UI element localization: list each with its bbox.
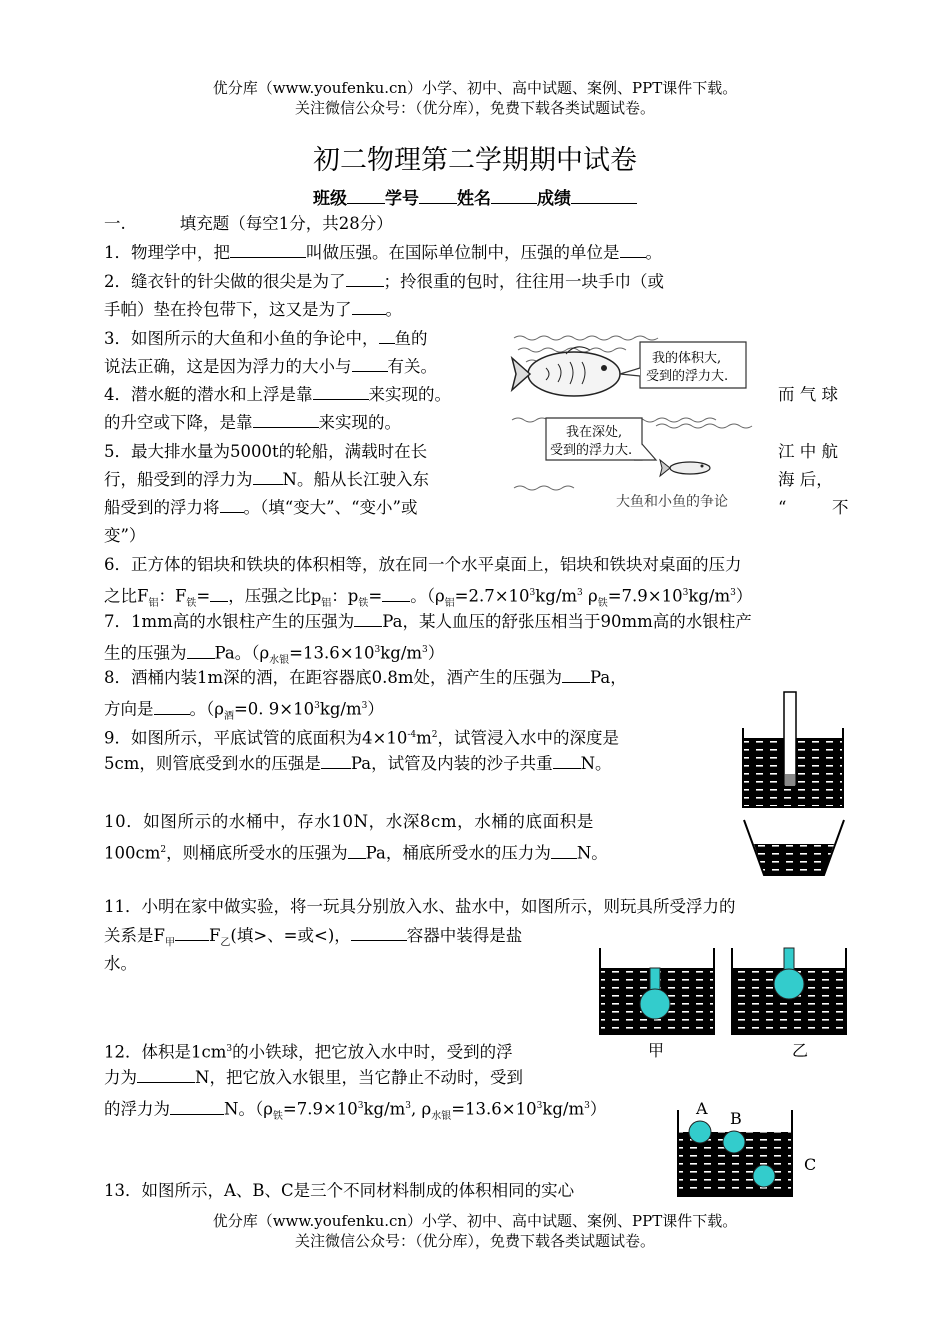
question-5-right-3a: “: [778, 498, 787, 517]
question-9-line-1: 9．如图所示，平底试管的底面积为$4\times 10^{-4}m^2$，试管浸入水中的深度是: [104, 728, 619, 748]
big-fish-speech-2: 受到的浮力大.: [646, 369, 729, 384]
label-b: B: [730, 1109, 742, 1128]
question-12-line-2: 力为 N，把它放入水银里，当它静止不动时，受到: [104, 1068, 523, 1087]
question-10-line-1: 10．如图所示的水桶中，存水10N，水深8cm，水桶的底面积是: [104, 812, 594, 831]
ball-b-icon: [723, 1131, 745, 1153]
footer-line-2: 关注微信公众号：（优分库），免费下载各类试题试卷。: [294, 1232, 655, 1250]
label-a: A: [696, 1099, 708, 1118]
fish-debate-figure: [506, 328, 770, 520]
ball-a-icon: [689, 1121, 711, 1143]
question-5-right-2: 海 后，: [778, 470, 833, 489]
bucket-water: [754, 844, 834, 874]
student-info-line: [0, 184, 950, 209]
label-jia: 甲: [648, 1041, 665, 1060]
toy-jia-icon: [640, 989, 670, 1019]
question-2-line-1: 2．缝衣针的针尖做的很尖是为了 ；拎很重的包时，往往用一块手巾（或: [104, 272, 664, 291]
question-7-line-1: 7．1mm高的水银柱产生的压强为 Pa，某人血压的舒张压相当于90mm高的水银柱产: [104, 612, 752, 631]
question-2-line-2: 手帕）垫在拎包带下，这又是为了 。: [104, 300, 402, 319]
fish-figure-caption: 大鱼和小鱼的争论: [616, 494, 728, 510]
question-5-line-2: 行，船受到的浮力为 N。船从长江驶入东: [104, 470, 429, 489]
question-7-line-2: 生的压强为 Pa。$(\rho_{水银}=13.6\times 10^3kg/m^3)$: [104, 643, 445, 666]
question-4-right: 而 气 球: [778, 385, 838, 404]
label-c: C: [804, 1155, 817, 1174]
footer-line-1: 优分库（www.youfenku.cn）小学、初中、高中试题、案例、PPT课件下载。: [212, 1212, 738, 1230]
header-line-1: 优分库（www.youfenku.cn）小学、初中、高中试题、案例、PPT课件下载。: [212, 79, 738, 97]
question-5-right-1: 江 中 航: [778, 442, 838, 461]
small-fish-speech-1: 我在深处,: [566, 425, 623, 440]
test-tube-icon: [784, 692, 796, 786]
question-3-line-1: 3．如图所示的大鱼和小鱼的争论中， 鱼的: [104, 329, 428, 348]
ball-c-icon: [753, 1165, 775, 1187]
question-1: 1．物理学中，把 叫做压强。在国际单位制中，压强的单位是 。: [104, 243, 662, 262]
question-11-line-2: 关系是$F_甲$ $F_乙$(填>、=或<)， 容器中装得是盐: [104, 926, 523, 949]
toy-yi-icon: [774, 969, 804, 999]
question-9-line-2: 5cm，则管底受到水的压强是 Pa，试管及内装的沙子共重 N。: [104, 754, 612, 773]
bucket-figure: [742, 818, 846, 878]
big-fish-speech-1: 我的体积大,: [652, 351, 722, 366]
score-label: 成绩: [537, 189, 571, 209]
big-fish-icon: [512, 347, 620, 396]
question-4-line-2: 的升空或下降，是靠 来实现的。: [104, 413, 401, 432]
question-4-line-1: 4．潜水艇的潜水和上浮是靠 来实现的。: [104, 385, 451, 404]
question-3-line-2: 说法正确，这是因为浮力的大小与 有关。: [104, 357, 437, 376]
question-8-line-2: 方向是 。（$\rho_酒=0$. $9\times 10^3kg/m^3$）: [104, 699, 384, 722]
question-5-right-3b: 不: [832, 498, 849, 517]
question-12-line-1: 12．体积是$1cm^3$的小铁球，把它放入水中时，受到的浮: [104, 1042, 513, 1062]
question-13-line-1: 13．如图所示，A、B、C是三个不同材料制成的体积相同的实心: [104, 1181, 575, 1200]
small-fish-speech-2: 受到的浮力大.: [550, 443, 633, 458]
question-5-line-3: 船受到的浮力将 。（填“变大”、“变小”或: [104, 498, 418, 517]
test-tube-figure: [740, 690, 846, 810]
header-line-2: 关注微信公众号：（优分库），免费下载各类试题试卷。: [294, 99, 655, 117]
buoyancy-containers-figure: [596, 944, 848, 1062]
question-6-line-1: 6．正方体的铝块和铁块的体积相等，放在同一个水平桌面上，铝块和铁块对桌面的压力: [104, 555, 742, 574]
label-yi: 乙: [792, 1041, 809, 1060]
number-label: 学号: [385, 189, 419, 209]
small-fish-icon: [660, 460, 710, 476]
sand-icon: [785, 774, 795, 786]
page-title: 初二物理第二学期期中试卷: [313, 145, 637, 176]
question-5-line-1: 5．最大排水量为5000t的轮船，满载时在长: [104, 442, 428, 461]
question-11-line-1: 11．小明在家中做实验，将一玩具分别放入水、盐水中，如图所示，则玩具所受浮力的: [104, 897, 736, 916]
section-heading: 一. 填充题（每空1分，共28分）: [104, 214, 393, 233]
question-5-line-4: 变”）: [104, 526, 146, 545]
three-balls-figure: [674, 1096, 824, 1198]
question-8-line-1: 8．酒桶内装1m深的酒，在距容器底0.8m处，酒产生的压强为 Pa，: [104, 668, 627, 687]
question-11-line-3: 水。: [104, 954, 137, 973]
question-6-line-2: 之比$F_铝$：$F_铁=$ ，压强之比$p_铝$：$p_铁=$ 。（$\rho_铝=2.7\times 10^3kg/m^3$ $\rho_铁=7.9\times 10^3kg/m^3$）: [104, 586, 753, 609]
question-12-line-3: 的浮力为 N。（$\rho_铁=7.9\times 10^3kg/m^3$, $\rho_{水银}=13.6\times 10^3kg/m^3$）: [104, 1099, 607, 1122]
name-label: 姓名: [457, 189, 491, 209]
class-label: 班级: [313, 189, 347, 209]
question-10-line-2: $100cm^2$，则桶底所受水的压强为 Pa，桶底所受水的压力为 N。: [104, 843, 608, 863]
